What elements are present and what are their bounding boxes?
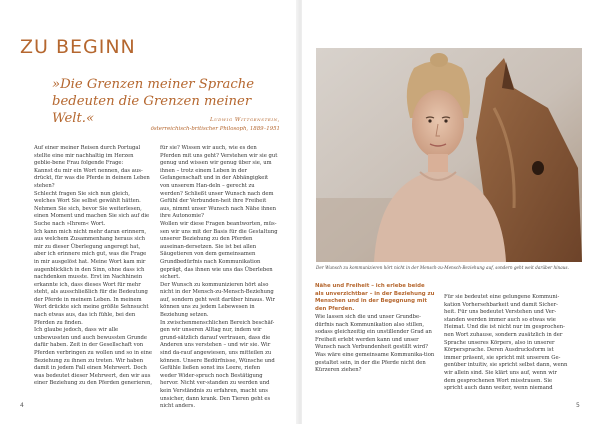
- quote-author-info: österreichisch-britischer Philosoph, 1889–1951: [150, 125, 280, 132]
- text-column-1: [34, 145, 152, 388]
- quote-author-name: Ludwig Wittgenstein,: [209, 117, 280, 123]
- photo-caption: Der Wunsch zu kommunizieren hört nicht in der Mensch-zu-Mensch-Beziehung auf, sondern geht weit darüber hinaus.: [316, 265, 569, 270]
- body-text: Für sie bedeutet eine gelungene Kommuni-kation Vorhersehbarkeit und damit Sicher-heit. Für uns bedeutet Verstehen und Ver-standen werden immer auch so etwas wie Heimat. Und die ist nicht nur im gesprochen-nen Wort zuhause, sondern zusätzlich in der Sprache unseres Körpers, also in unserer Körpersprache. Deren Ausdrucksform ist immer präsent, sie spricht mit unserem Ge-genüber intuitiv, sie spricht selbst dann, wenn wir allein sind. Sie klärt uns auf, wenn wir dem gesprochenen Wort misstrauen. Sie spricht auch dann weiter, wenn niemand: [444, 294, 568, 392]
- quote-attribution: [120, 116, 280, 133]
- page-number-right: 5: [576, 402, 580, 409]
- text-column-4: [444, 294, 568, 393]
- chapter-headline: ZU BEGINN: [20, 36, 136, 58]
- left-page: [0, 0, 298, 424]
- body-text: Wie lassen sich die und unser Grundbe-dürfnis nach Kommunikation also stillen, sodass gleichzeitig ein unstillender Grad an Freiheit erlebt werden kann und unser Wunsch nach Verbundenheit gestillt wird? Was wäre eine gemeinsame Kommunika-tion gestaltet sein, in der die Pferde nicht den Kürzeren ziehen?: [315, 314, 435, 374]
- text-column-3: [315, 314, 435, 375]
- body-text: Auf einer meiner Reisen durch Portugal stellte eine mir nachhaltig im Herzen geblie-bene Frau folgende Frage: Kannst du mir ein Wort nennen, das aus-drückt, für was die Pferde in deinem Leben stehen? Schlecht fragen Sie sich nun gleich, welches Wort Sie selbst gewählt hätten. Nehmen Sie sich, bevor Sie weiterlesen, einen Moment und machen Sie sich auf die Suche nach »Ihrem« Wort. Ich kann mich nicht mehr daran erinnern, aus welchem Zusammenhang heraus sich mir zu dieser Überlegung angeregt hat, aber ich erinnere mich gut, was die Frage in mir ausgelöst hat. Meine Wort kam mir augenblicklich in den Sinn, ohne dass ich nachdenken musste. Erst im Nachhinein erkannte ich, dass dieses Wort für mehr steht, als ausschließlich für die Bedeutung der Pferde in meinem Leben. In meinem Wort drückte sich meine größte Sehnsucht nach etwas aus, das ich fühle, bei den Pferden zu finden. Ich glaube jedoch, dass wir alle unbewussten und auch bewussten Grunde dafür haben. Zeit in der Gesellschaft von Pferden verbringen zu wollen und so in eine Beziehung zu ihnen zu treten. Wir haben damit in jedem Fall einen Mehrwert. Doch was bedeutet dieser Mehrwert, den wir aus einer Beziehung zu den Pferden generieren,: [34, 145, 153, 387]
- highlight-pull-quote: Nähe und Freiheit – ich erlebe beide als unverzichtbar – in der Beziehung zu Menschen und in der Begegnung mit den Pferden.: [315, 283, 435, 312]
- page-number-left: 4: [20, 402, 24, 409]
- body-text: für sie? Wissen wir auch, wie es den Pferden mit uns geht? Verstehen wir sie gut genug und wissen wir genug über sie, um ihnen – trotz einem Leben in der Gefangenschaft und in der Abhängigkeit von unserem Han-deln – gerecht zu werden? Schließt unser Wunsch nach dem Gefühl der Verbunden-heit ihre Freiheit aus, nimmt unser Wunsch nach Nähe ihnen ihre Autonomie? Wollen wir diese Fragen beantworten, müs-sen wir uns mit der Basis für die Gestaltung unserer Beziehung zu den Pferden auseinan-dersetzen. Sie ist bei allen Säugetieren von dem gemeinsamen Grundbedürfnis nach Kommunikation geprägt, das ihnen wie uns das Überleben sichert. Der Wunsch zu kommunizieren hört also nicht in der Mensch-zu-Mensch-Beziehung auf, sondern geht weit darüber hinaus. Wir können uns zu jedem Lebewesen in Beziehung setzen. In zwischenmenschlichen Bereich beschäf-gen wir unseren Alltag nur, indem wir grund-sätzlich darauf vertrauen, dass die Anderen uns verstehen – und wir sie. Wir sind da-rauf angewiesen, uns mitteilen zu können. Unsere Bedürfnisse, Wünsche und Gefühle ließen sonst ins Leere, riefen weder Wider-spruch noch Bestätigung hervor. Nicht ver-standen zu werden und kein Verständnis zu erfahren, macht uns unsicher, dann krank. Den Tieren geht es nicht anders.: [160, 145, 278, 410]
- text-column-2: [160, 145, 278, 411]
- woman-with-horse-photo: [316, 48, 582, 262]
- epigraph-quote: »Die Grenzen meiner Sprache bedeuten die Grenzen meiner Welt.«: [52, 77, 255, 126]
